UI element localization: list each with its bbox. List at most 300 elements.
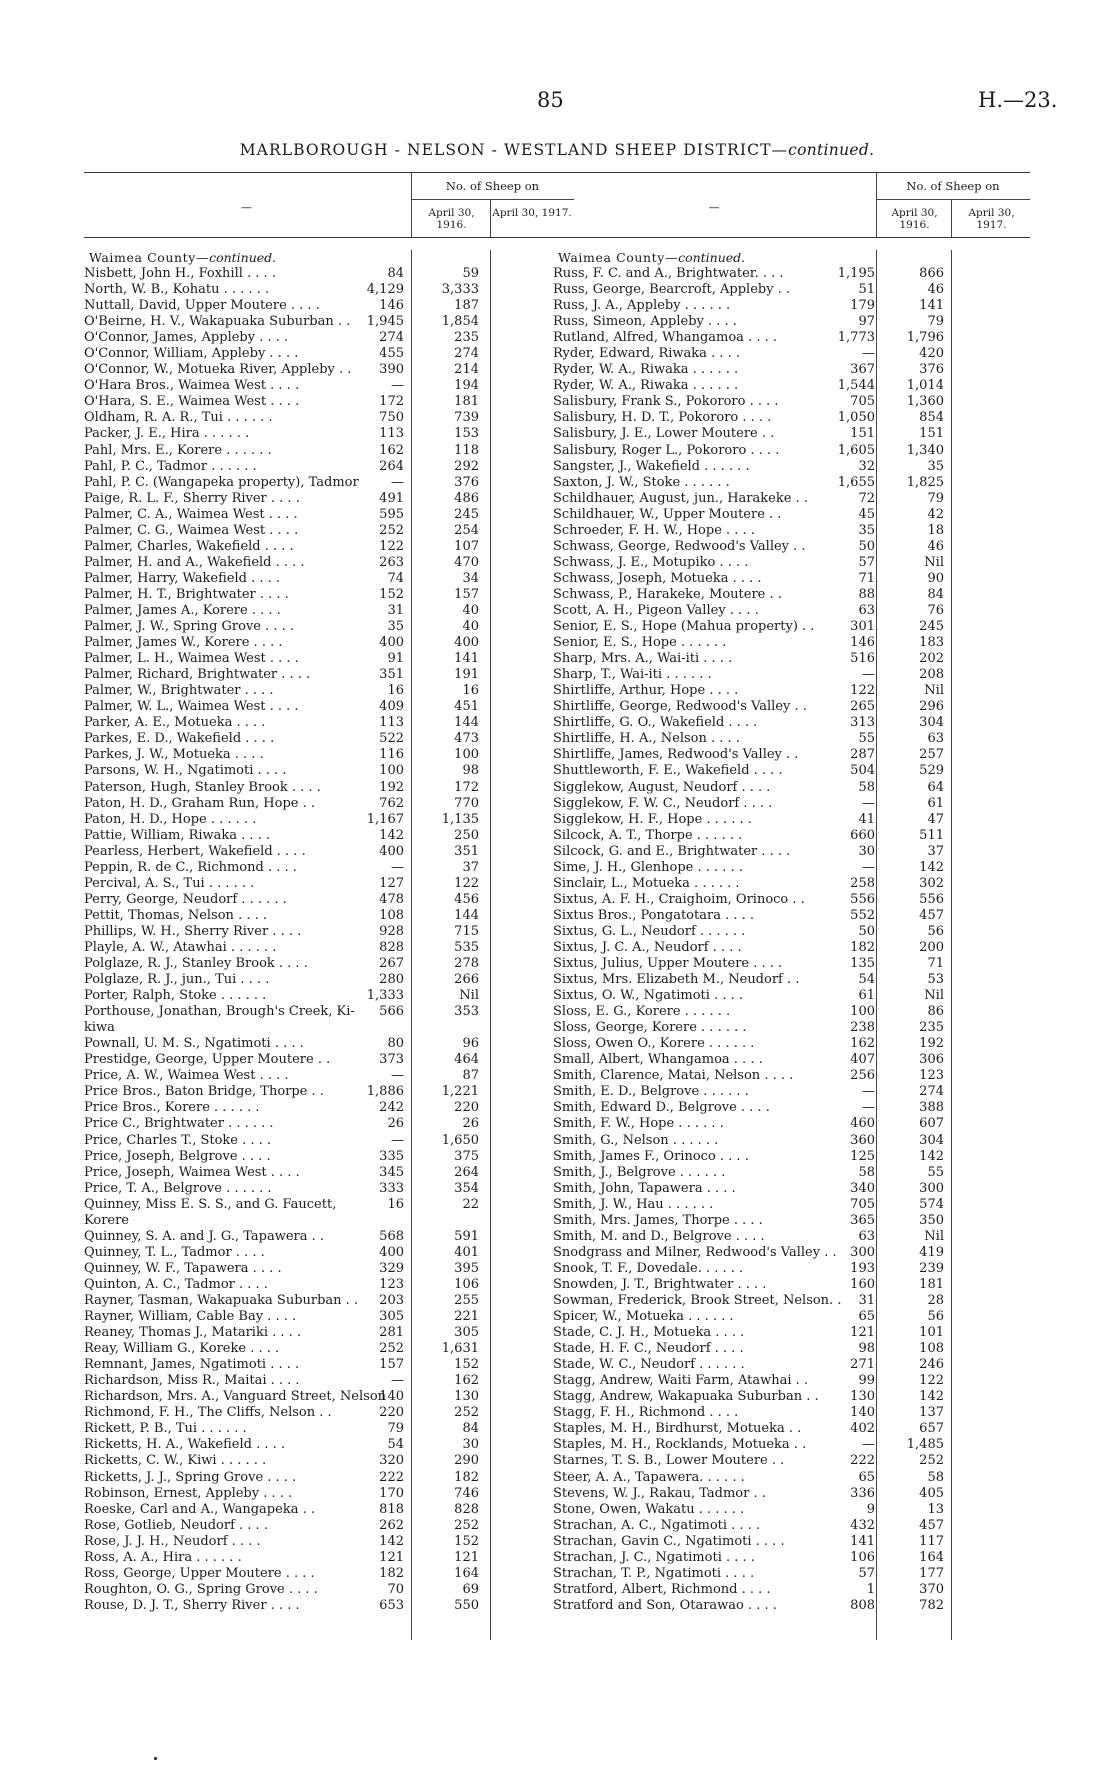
sheep-1917: 1,854 xyxy=(441,314,479,330)
table-row xyxy=(84,715,574,731)
table-row xyxy=(84,1598,574,1614)
sheep-1917: 245 xyxy=(454,506,479,522)
owner-name: Shirtliffe, George, Redwood's Valley . . xyxy=(553,699,807,715)
sheep-1917: 108 xyxy=(919,1341,944,1357)
sheep-1917: 90 xyxy=(927,570,944,586)
sheep-1916: 595 xyxy=(379,506,404,522)
sheep-1916: 50 xyxy=(858,923,875,939)
owner-name: Staples, M. H., Rocklands, Motueka . . xyxy=(553,1437,807,1453)
sheep-1917: 122 xyxy=(919,1373,944,1389)
sheep-1916: 705 xyxy=(850,394,875,410)
sheep-1916: 432 xyxy=(850,1517,875,1533)
sheep-1917: 69 xyxy=(462,1581,479,1597)
sheep-1917: 164 xyxy=(919,1549,944,1565)
sheep-1916: 365 xyxy=(850,1212,875,1228)
sheep-1916: 142 xyxy=(379,827,404,843)
sheep-1917: Nil xyxy=(924,1228,944,1244)
sheep-1916: — xyxy=(862,1437,875,1453)
sheep-1917: 137 xyxy=(919,1405,944,1421)
sheep-1917: 529 xyxy=(919,763,944,779)
owner-name: O'Connor, James, Appleby . . . . xyxy=(84,330,289,346)
table-row xyxy=(84,1245,574,1261)
sheep-1917: 376 xyxy=(919,362,944,378)
owner-name: Price, T. A., Belgrove . . . . . . xyxy=(84,1180,272,1196)
page-title xyxy=(0,141,1114,159)
sheep-1916: 252 xyxy=(379,1341,404,1357)
table-row xyxy=(553,266,1030,282)
table-row xyxy=(84,459,574,475)
owner-name: Richardson, Miss R., Maitai . . . . xyxy=(84,1373,300,1389)
table-row xyxy=(553,362,1030,378)
owner-name: Shirtliffe, James, Redwood's Valley . . xyxy=(553,747,799,763)
sheep-1917: 47 xyxy=(927,811,944,827)
owner-name: Roughton, O. G., Spring Grove . . . . xyxy=(84,1581,318,1597)
sheep-1917: 16 xyxy=(462,683,479,699)
owner-name: Paton, H. D., Graham Run, Hope . . xyxy=(84,795,315,811)
sheep-1917: 141 xyxy=(919,298,944,314)
table-row xyxy=(84,860,574,876)
table-row xyxy=(84,1181,574,1197)
owner-name: Shirtliffe, H. A., Nelson . . . . xyxy=(553,731,740,747)
table-row xyxy=(553,1213,1030,1229)
table-row xyxy=(553,314,1030,330)
sheep-1917: 162 xyxy=(454,1373,479,1389)
sheep-1916: 504 xyxy=(850,763,875,779)
sheep-1916: 1,195 xyxy=(837,266,875,281)
sheep-1917: 181 xyxy=(919,1276,944,1292)
table-row xyxy=(84,1309,574,1325)
table-row xyxy=(553,1277,1030,1293)
owner-name: Stade, H. F. C., Neudorf . . . . xyxy=(553,1341,744,1357)
sheep-1917: 53 xyxy=(927,972,944,988)
table-row xyxy=(84,1518,574,1534)
table-row xyxy=(553,892,1030,908)
left-column xyxy=(84,172,574,1614)
right-table-body xyxy=(553,250,1030,1614)
owner-name: Korere xyxy=(84,1212,130,1228)
sheep-1917: 250 xyxy=(454,827,479,843)
sheep-1916: 333 xyxy=(379,1180,404,1196)
sheep-1916: 407 xyxy=(850,1052,875,1068)
owner-name: Price C., Brightwater . . . . . . xyxy=(84,1116,274,1132)
owner-name: Russ, Simeon, Appleby . . . . xyxy=(553,314,737,330)
sheep-1917: 1,340 xyxy=(906,442,944,458)
table-row xyxy=(553,1181,1030,1197)
sheep-1917: 254 xyxy=(454,522,479,538)
owner-name: Richmond, F. H., The Cliffs, Nelson . . xyxy=(84,1405,332,1421)
table-row xyxy=(84,1261,574,1277)
owner-name: North, W. B., Kohatu . . . . . . xyxy=(84,282,270,298)
sheep-1917: 296 xyxy=(919,699,944,715)
sheep-1916: 170 xyxy=(379,1485,404,1501)
sheep-1917: 376 xyxy=(454,474,479,490)
table-row xyxy=(553,1357,1030,1373)
table-row xyxy=(84,924,574,940)
sheep-1917: 64 xyxy=(927,779,944,795)
table-row xyxy=(553,410,1030,426)
owner-name: Remnant, James, Ngatimoti . . . . xyxy=(84,1357,300,1373)
owner-name: Sixtus, Mrs. Elizabeth M., Neudorf . . xyxy=(553,972,800,988)
owner-name: Russ, George, Bearcroft, Appleby . . xyxy=(553,282,791,298)
owner-name: Sinclair, L., Motueka . . . . . . xyxy=(553,875,740,891)
sheep-1917: 350 xyxy=(919,1212,944,1228)
sheep-1917: 130 xyxy=(454,1389,479,1405)
table-row xyxy=(553,1245,1030,1261)
owner-name: O'Hara Bros., Waimea West . . . . xyxy=(84,378,300,394)
owner-name: Sangster, J., Wakefield . . . . . . xyxy=(553,458,750,474)
table-row xyxy=(84,1133,574,1149)
sheep-1917: 866 xyxy=(919,266,944,281)
sheep-1917: 405 xyxy=(919,1485,944,1501)
owner-name: Rayner, William, Cable Bay . . . . xyxy=(84,1309,297,1325)
sheep-1917: 302 xyxy=(919,875,944,891)
sheep-1917: 63 xyxy=(927,731,944,747)
sheep-1917: 40 xyxy=(462,602,479,618)
sheep-1916: 98 xyxy=(858,1341,875,1357)
owner-name: Rose, J. J. H., Neudorf . . . . xyxy=(84,1533,261,1549)
table-row xyxy=(84,780,574,796)
table-row xyxy=(553,731,1030,747)
table-row xyxy=(553,763,1030,779)
owner-name: Stone, Owen, Wakatu . . . . . . xyxy=(553,1501,745,1517)
sheep-1916: 1,605 xyxy=(837,442,875,458)
owner-name: Palmer, W., Brightwater . . . . xyxy=(84,683,274,699)
owner-name: Roeske, Carl and A., Wangapeka . . xyxy=(84,1501,315,1517)
sheep-1917: 35 xyxy=(927,458,944,474)
owner-name: Salisbury, Frank S., Pokororo . . . . xyxy=(553,394,779,410)
owner-name: Quinney, Miss E. S. S., and G. Faucett, xyxy=(84,1196,337,1212)
sheep-1917: 354 xyxy=(454,1180,479,1196)
sheep-1916: 808 xyxy=(850,1597,875,1613)
owner-name: O'Beirne, H. V., Wakapuaka Suburban . . xyxy=(84,314,351,330)
table-row xyxy=(553,1582,1030,1598)
sheep-1917: 235 xyxy=(454,330,479,346)
table-row xyxy=(84,1100,574,1116)
sheep-1917: 153 xyxy=(454,426,479,442)
owner-name: Strachan, T. P., Ngatimoti . . . . xyxy=(553,1565,755,1581)
sheep-1916: 238 xyxy=(850,1020,875,1036)
sheep-1916: — xyxy=(391,1068,404,1084)
owner-name: Schwass, P., Harakeke, Moutere . . xyxy=(553,586,782,602)
owner-name: Salisbury, Roger L., Pokororo . . . . xyxy=(553,442,780,458)
sheep-1917: 556 xyxy=(919,891,944,907)
owner-name: Price, A. W., Waimea West . . . . xyxy=(84,1068,289,1084)
owner-name: Percival, A. S., Tui . . . . . . xyxy=(84,875,255,891)
table-row xyxy=(553,635,1030,651)
sheep-1917: 3,333 xyxy=(441,282,479,298)
sheep-1917: 1,796 xyxy=(906,330,944,346)
sheep-1916: 31 xyxy=(387,602,404,618)
sheep-1917: 1,014 xyxy=(906,378,944,394)
sheep-1916: 320 xyxy=(379,1453,404,1469)
owner-name: Ryder, W. A., Riwaka . . . . . . xyxy=(553,362,739,378)
table-row xyxy=(84,876,574,892)
sheep-1917: 181 xyxy=(454,394,479,410)
owner-name: kiwa xyxy=(84,1020,115,1036)
sheep-1916: 750 xyxy=(379,410,404,426)
owner-name: Strachan, J. C., Ngatimoti . . . . xyxy=(553,1549,755,1565)
sheep-1916: 828 xyxy=(379,939,404,955)
sheep-1916: 182 xyxy=(850,939,875,955)
table-row xyxy=(553,1261,1030,1277)
owner-name: Shirtliffe, G. O., Wakefield . . . . xyxy=(553,715,758,731)
table-row xyxy=(84,1534,574,1550)
table-row xyxy=(553,1325,1030,1341)
owner-name: Staples, M. H., Birdhurst, Motueka . . xyxy=(553,1421,802,1437)
owner-name: Schwass, Joseph, Motueka . . . . xyxy=(553,570,762,586)
table-row xyxy=(84,523,574,539)
sheep-1916: 252 xyxy=(379,522,404,538)
sheep-1917: 420 xyxy=(919,346,944,362)
table-row xyxy=(84,1357,574,1373)
sheep-1917: 451 xyxy=(454,699,479,715)
sheep-1916: 30 xyxy=(858,843,875,859)
sheep-1916: 1 xyxy=(866,1581,875,1597)
table-row xyxy=(84,731,574,747)
table-row xyxy=(84,362,574,378)
sheep-1916: 203 xyxy=(379,1293,404,1308)
table-row xyxy=(84,828,574,844)
sheep-1916: 63 xyxy=(858,1228,875,1244)
sheep-1917: 55 xyxy=(927,1164,944,1180)
table-row xyxy=(84,908,574,924)
sheep-1916: 264 xyxy=(379,458,404,474)
sheep-1917: 370 xyxy=(919,1581,944,1597)
sheep-1917: 84 xyxy=(927,586,944,602)
sheep-1917: 535 xyxy=(454,939,479,955)
sheep-1916: 140 xyxy=(379,1389,404,1405)
owner-name: Ricketts, J. J., Spring Grove . . . . xyxy=(84,1469,297,1485)
sheep-1916: 146 xyxy=(850,635,875,651)
sheep-1916: 9 xyxy=(866,1501,875,1517)
col-1917-heading: April 30, 1917. xyxy=(492,207,572,219)
sheep-1916: 61 xyxy=(858,988,875,1004)
owner-name: Quinney, S. A. and J. G., Tapawera . . xyxy=(84,1228,325,1244)
sheep-1917: 305 xyxy=(454,1325,479,1341)
owner-name: Parsons, W. H., Ngatimoti . . . . xyxy=(84,763,287,779)
owner-name: Quinton, A. C., Tadmor . . . . xyxy=(84,1276,268,1292)
sheep-1916: — xyxy=(862,1084,875,1100)
table-row xyxy=(84,763,574,779)
sheep-1916: 522 xyxy=(379,731,404,747)
owner-name: Shuttleworth, F. E., Wakefield . . . . xyxy=(553,763,783,779)
owner-name: Stade, C. J. H., Motueka . . . . xyxy=(553,1325,745,1341)
sheep-1917: 86 xyxy=(927,1004,944,1020)
owner-name: Polglaze, R. J., Stanley Brook . . . . xyxy=(84,956,308,972)
sheep-1916: 65 xyxy=(858,1309,875,1325)
sheep-1917: 79 xyxy=(927,490,944,506)
owner-name: Polglaze, R. J., jun., Tui . . . . xyxy=(84,972,270,988)
table-row xyxy=(553,491,1030,507)
owner-name: Rose, Gotlieb, Neudorf . . . . xyxy=(84,1517,268,1533)
sheep-1916: 123 xyxy=(379,1276,404,1292)
sheep-1917: Nil xyxy=(924,988,944,1004)
table-row xyxy=(553,844,1030,860)
sheep-1916: 146 xyxy=(379,298,404,314)
sheep-1917: 1,221 xyxy=(441,1084,479,1100)
sheep-1917: 208 xyxy=(919,667,944,683)
sheep-1917: 401 xyxy=(454,1244,479,1260)
sheep-1917: 202 xyxy=(919,651,944,667)
title-main: MARLBOROUGH - NELSON - WESTLAND SHEEP DISTRICT— xyxy=(239,141,789,159)
table-row xyxy=(84,699,574,715)
sheep-1917: 192 xyxy=(919,1036,944,1052)
table-row xyxy=(84,410,574,426)
table-row xyxy=(553,812,1030,828)
sheep-1916: 242 xyxy=(379,1100,404,1116)
owner-name: Palmer, C. A., Waimea West . . . . xyxy=(84,506,298,522)
sheep-1916: 390 xyxy=(379,362,404,378)
sheep-1916: 97 xyxy=(858,314,875,330)
table-row xyxy=(553,1309,1030,1325)
owner-name: Palmer, H. and A., Wakefield . . . . xyxy=(84,554,305,570)
owner-name: Sixtus, Julius, Upper Moutere . . . . xyxy=(553,956,783,972)
sheep-1917: 300 xyxy=(919,1180,944,1196)
owner-name: Sixtus, G. L., Neudorf . . . . . . xyxy=(553,923,746,939)
sheep-1916: 172 xyxy=(379,394,404,410)
sheep-1916: 80 xyxy=(387,1036,404,1052)
col-1916-heading: April 30, 1916. xyxy=(891,207,938,231)
sheep-1917: 292 xyxy=(454,458,479,474)
owner-name: Rickett, P. B., Tui . . . . . . xyxy=(84,1421,247,1437)
sheep-1917: 123 xyxy=(919,1068,944,1084)
table-row xyxy=(553,876,1030,892)
sheep-1917: 79 xyxy=(927,314,944,330)
sheep-1917: 191 xyxy=(454,667,479,683)
table-row xyxy=(553,298,1030,314)
table-row xyxy=(553,1550,1030,1566)
sheep-1917: 375 xyxy=(454,1148,479,1164)
sheep-1917: 30 xyxy=(462,1437,479,1453)
owner-name: Sime, J. H., Glenhope . . . . . . xyxy=(553,859,743,875)
sheep-1917: 87 xyxy=(462,1068,479,1084)
sheep-1916: 301 xyxy=(850,619,875,635)
sheep-1916: 1,333 xyxy=(366,988,404,1004)
table-row xyxy=(553,908,1030,924)
owner-name: Steer, A. A., Tapawera. . . . . . xyxy=(553,1469,745,1485)
sheep-1916: 1,544 xyxy=(837,378,875,394)
table-row xyxy=(553,1068,1030,1084)
sheep-1916: 35 xyxy=(387,619,404,635)
owner-name: Pahl, P. C. (Wangapeka property), Tadmor xyxy=(84,474,359,490)
owner-name: Rayner, Tasman, Wakapuaka Suburban . . xyxy=(84,1293,359,1308)
sheep-1917: 1,825 xyxy=(906,474,944,490)
left-column-header xyxy=(84,172,574,238)
table-row xyxy=(84,619,574,635)
owner-name: Sixtus, O. W., Ngatimoti . . . . xyxy=(553,988,743,1004)
sheep-1917: 46 xyxy=(927,282,944,298)
sheep-1916: 65 xyxy=(858,1469,875,1485)
table-row xyxy=(84,314,574,330)
table-row xyxy=(84,491,574,507)
sheep-1917: Nil xyxy=(924,683,944,699)
sheep-1917: 304 xyxy=(919,1132,944,1148)
sheep-1917: 40 xyxy=(462,619,479,635)
owner-name: Parkes, J. W., Motueka . . . . xyxy=(84,747,264,763)
table-row xyxy=(553,603,1030,619)
sheep-1916: 140 xyxy=(850,1405,875,1421)
table-row xyxy=(553,1100,1030,1116)
sheep-1916: 106 xyxy=(850,1549,875,1565)
sheep-1917: 144 xyxy=(454,715,479,731)
sheep-1916: — xyxy=(862,859,875,875)
owner-name: Robinson, Ernest, Appleby . . . . xyxy=(84,1485,293,1501)
owner-name: Nisbett, John H., Foxhill . . . . xyxy=(84,266,276,281)
table-row xyxy=(553,924,1030,940)
sheep-1916: 762 xyxy=(379,795,404,811)
owner-name: Sharp, T., Wai-iti . . . . . . xyxy=(553,667,712,683)
table-row xyxy=(553,1036,1030,1052)
owner-name: Paige, R. L. F., Sherry River . . . . xyxy=(84,490,300,506)
sheep-1916: 160 xyxy=(850,1276,875,1292)
owner-name: Scott, A. H., Pigeon Valley . . . . xyxy=(553,602,759,618)
owner-name: Parkes, E. D., Wakefield . . . . xyxy=(84,731,275,747)
table-row xyxy=(553,1149,1030,1165)
table-row xyxy=(553,394,1030,410)
sheep-1916: 121 xyxy=(379,1549,404,1565)
owner-name: Paton, H. D., Hope . . . . . . xyxy=(84,811,257,827)
sheep-1916: 45 xyxy=(858,506,875,522)
sheep-1916: 566 xyxy=(379,1004,404,1020)
owner-name: Pahl, Mrs. E., Korere . . . . . . xyxy=(84,442,272,458)
owner-name: Prestidge, George, Upper Moutere . . xyxy=(84,1052,331,1068)
owner-name: Spicer, W., Motueka . . . . . . xyxy=(553,1309,734,1325)
table-row xyxy=(553,426,1030,442)
sheep-1917: 100 xyxy=(454,747,479,763)
sheep-1917: 252 xyxy=(919,1453,944,1469)
table-row xyxy=(84,1084,574,1100)
sheep-1916: 157 xyxy=(379,1357,404,1373)
table-row xyxy=(553,619,1030,635)
table-row xyxy=(84,266,574,282)
owner-name: Sigglekow, H. F., Hope . . . . . . xyxy=(553,811,752,827)
owner-name: Peppin, R. de C., Richmond . . . . xyxy=(84,859,297,875)
owner-name: Stratford, Albert, Richmond . . . . xyxy=(553,1581,771,1597)
table-row xyxy=(553,651,1030,667)
sheep-1917: Nil xyxy=(924,554,944,570)
table-row xyxy=(553,956,1030,972)
table-row xyxy=(553,1405,1030,1421)
owner-name: Pahl, P. C., Tadmor . . . . . . xyxy=(84,458,257,474)
sheep-1916: 400 xyxy=(379,843,404,859)
sheep-1917: 61 xyxy=(927,795,944,811)
sheep-1916: 70 xyxy=(387,1581,404,1597)
sheep-1917: 96 xyxy=(462,1036,479,1052)
sheep-1916: 335 xyxy=(379,1148,404,1164)
sheep-1916: 267 xyxy=(379,956,404,972)
owner-name: Smith, John, Tapawera . . . . xyxy=(553,1180,736,1196)
sheep-1916: — xyxy=(862,795,875,811)
table-row xyxy=(553,988,1030,1004)
owner-name: Smith, Edward D., Belgrove . . . . xyxy=(553,1100,770,1116)
sheep-1917: 550 xyxy=(454,1597,479,1613)
right-section-heading: Waimea County—continued. xyxy=(558,250,746,265)
table-row xyxy=(84,555,574,571)
sheep-1917: 591 xyxy=(454,1228,479,1244)
table-row xyxy=(84,1550,574,1566)
table-row xyxy=(84,330,574,346)
sheep-1916: 16 xyxy=(387,1196,404,1212)
right-column xyxy=(553,172,1030,1614)
sheep-1917: 183 xyxy=(919,635,944,651)
table-row xyxy=(84,603,574,619)
table-row xyxy=(84,796,574,812)
sheep-1917: 76 xyxy=(927,602,944,618)
owner-name: Paterson, Hugh, Stanley Brook . . . . xyxy=(84,779,321,795)
owner-name: Reaney, Thomas J., Matariki . . . . xyxy=(84,1325,302,1341)
table-row xyxy=(553,475,1030,491)
owner-name: Reay, William G., Koreke . . . . xyxy=(84,1341,280,1357)
